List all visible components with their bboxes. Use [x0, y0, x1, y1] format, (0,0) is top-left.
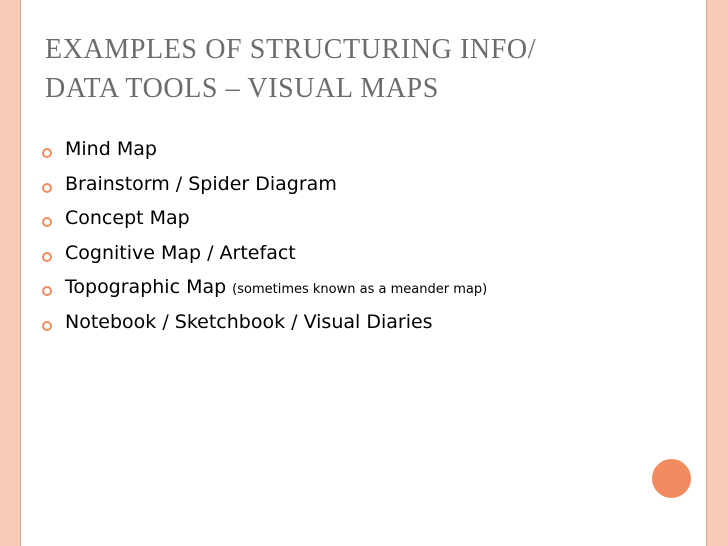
bullet-list: [42, 137, 662, 344]
bullet-text-cognitive-map-artefact: Cognitive Map / Artefact: [65, 241, 296, 264]
hollow-circle-bullet-icon: [42, 148, 52, 158]
right-frame-divider: [706, 0, 707, 546]
bullet-note-meander-map: (sometimes known as a meander map): [232, 282, 488, 297]
bullet-text-mind-map: Mind Map: [65, 138, 157, 160]
bullet-text-topographic-map: Topographic Map: [65, 276, 227, 298]
bullet-text-concept-map: Concept Map: [65, 207, 190, 229]
bullet-item-concept-map: [42, 206, 662, 241]
bullet-item-brainstorm-spider-diagram: [42, 172, 662, 207]
orange-circle-decoration-icon: [650, 457, 693, 500]
hollow-circle-bullet-icon: [42, 217, 52, 227]
hollow-circle-bullet-icon: [42, 321, 52, 331]
bullet-text-brainstorm-spider-diagram: Brainstorm / Spider Diagram: [65, 172, 337, 195]
left-frame-border: [0, 0, 20, 546]
bullet-item-cognitive-map-artefact: [42, 241, 662, 276]
hollow-circle-bullet-icon: [42, 183, 52, 193]
slide-title-line-2: DATA TOOLS – VISUAL MAPS: [45, 73, 439, 104]
right-frame-border: [707, 0, 728, 546]
bullet-item-mind-map: [42, 137, 662, 172]
slide-title-line-1: EXAMPLES OF STRUCTURING INFO/: [45, 34, 537, 65]
bullet-text-notebook-sketchbook-visual-diaries: Notebook / Sketchbook / Visual Diaries: [65, 310, 433, 333]
hollow-circle-bullet-icon: [42, 252, 52, 262]
bullet-item-notebook-sketchbook-visual-diaries: [42, 310, 662, 345]
hollow-circle-bullet-icon: [42, 286, 52, 296]
left-frame-divider: [20, 0, 21, 546]
bullet-item-topographic-map: [42, 275, 662, 310]
slide-title: [45, 30, 695, 108]
